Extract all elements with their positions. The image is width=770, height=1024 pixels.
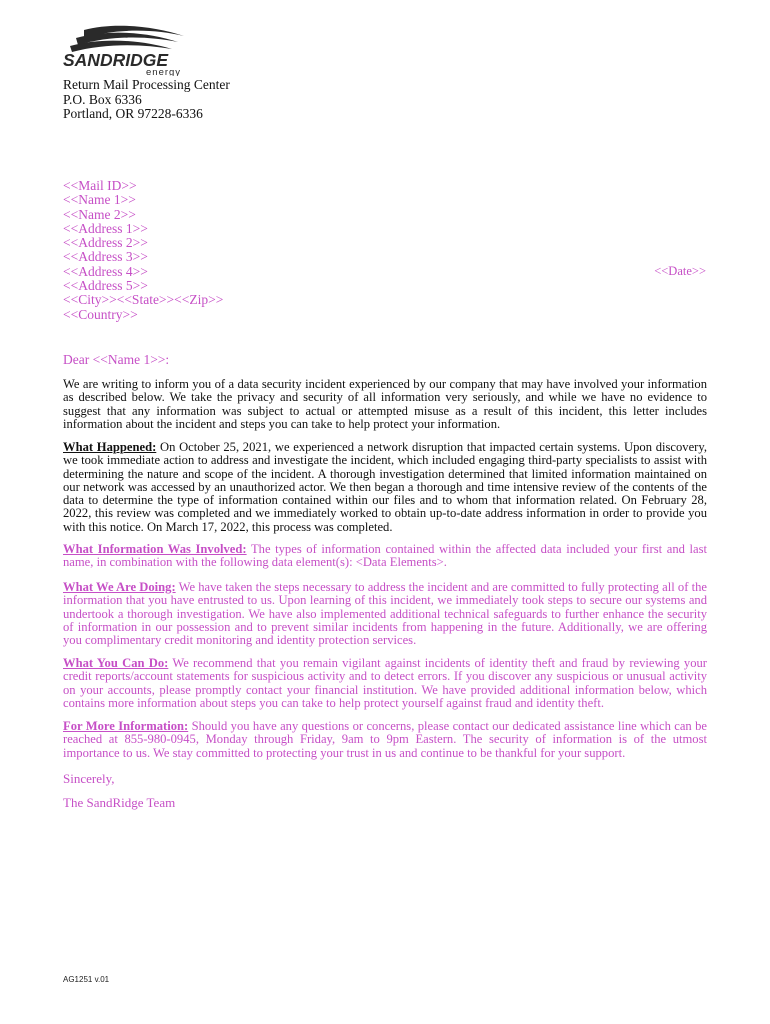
- recipient-line: <<Name 2>>: [63, 206, 136, 222]
- what-information-paragraph: [63, 543, 707, 570]
- return-address-line: P.O. Box 6336: [63, 91, 142, 107]
- recipient-line: <<Mail ID>>: [63, 178, 137, 193]
- paragraph-text: We have taken the steps necessary to address the incident and are committed to fully protecting all of the information that you have entrusted to us. Upon learning of this incident, we immediately took steps to secure our systems and undertook a thorough investigation. We have also implemented additional technical safeguards to further enhance the security of information in our possession and to prevent similar incidents from happening in the future. Additionally, we are offering you complimentary credit monitoring and identity protection services.: [63, 580, 707, 648]
- return-address: [63, 78, 230, 122]
- recipient-line: <<Name 1>>: [63, 192, 136, 208]
- logo-subtext: energy: [146, 67, 182, 76]
- sandridge-logo: [62, 24, 202, 76]
- paragraph-text: Should you have any questions or concerns, please contact our dedicated assistance line which can be reached at 855-980-0945, Monday through Friday, 9am to 9pm Eastern. The security of information is of the utmost importance to us. We stay committed to protecting your trust in us and continue to be thankful for your support.: [63, 719, 707, 760]
- footer-code: AG1251 v.01: [63, 975, 110, 984]
- paragraph-text: The types of information contained within the affected data included your first and last name, in combination with the following data element(s): <Data Elements>.: [63, 542, 707, 570]
- paragraph-text: We recommend that you remain vigilant against incidents of identity theft and fraud by reviewing your credit reports/account statements for suspicious activity and to detect errors. If you discover any suspicious or unusual activity on your accounts, please promptly contact your financial institution. We have provided additional information below, which contains more information about steps you can take to help protect yourself against fraud and identity theft.: [63, 656, 707, 710]
- recipient-line: <<Country>>: [63, 306, 138, 322]
- return-address-line: Return Mail Processing Center: [63, 77, 230, 92]
- recipient-line: <<City>><<State>><<Zip>>: [63, 292, 224, 308]
- section-heading: What We Are Doing:: [63, 580, 176, 594]
- recipient-line: <<Address 2>>: [63, 235, 148, 251]
- for-more-information-paragraph: [63, 720, 707, 760]
- paragraph-text: On October 25, 2021, we experienced a network disruption that impacted certain systems. Upon discovery, we took immediate action to address and investigate the incident, which included engaging third-party specialists to assist with determining the nature and scope of the incident. A thorough investigation determined that limited information maintained on our network was accessed by an unauthorized actor. We then began a thorough and time intensive review of the contents of the data to determine the type of information contained within our files and to whom that information related. On February 28, 2022, this review was completed and we immediately worked to obtain up-to-date address information in order to provide you with this notice. On March 17, 2022, this process was completed.: [63, 440, 707, 534]
- what-we-are-doing-paragraph: [63, 581, 707, 647]
- section-heading: What You Can Do:: [63, 656, 169, 670]
- letter-date: <<Date>>: [654, 264, 706, 278]
- recipient-line: <<Address 5>>: [63, 278, 148, 294]
- return-address-line: Portland, OR 97228-6336: [63, 106, 203, 121]
- section-heading: What Happened:: [63, 440, 157, 454]
- section-heading: What Information Was Involved:: [63, 542, 247, 556]
- recipient-line: <<Address 3>>: [63, 249, 148, 265]
- paragraph-text: We are writing to inform you of a data security incident experienced by our company that may have involved your information as described below. We take the privacy and security of all information very seriously, and while we have no evidence to suggest that any information was subject to actual or attempted misuse as a result of this incident, this letter includes information about the incident and steps you can take to help protect your information.: [63, 377, 707, 431]
- intro-paragraph: [63, 378, 707, 431]
- what-you-can-do-paragraph: [63, 657, 707, 710]
- salutation: Dear <<Name 1>>:: [63, 352, 170, 367]
- recipient-address-block: [63, 179, 223, 322]
- closing: Sincerely,: [63, 771, 115, 786]
- signature: The SandRidge Team: [63, 795, 176, 810]
- logo-graphic: [62, 24, 202, 76]
- what-happened-paragraph: [63, 441, 707, 534]
- recipient-line: <<Address 4>>: [63, 263, 148, 279]
- recipient-line: <<Address 1>>: [63, 220, 148, 236]
- logo-wordmark: SANDRIDGE: [63, 50, 169, 70]
- section-heading: For More Information:: [63, 719, 189, 733]
